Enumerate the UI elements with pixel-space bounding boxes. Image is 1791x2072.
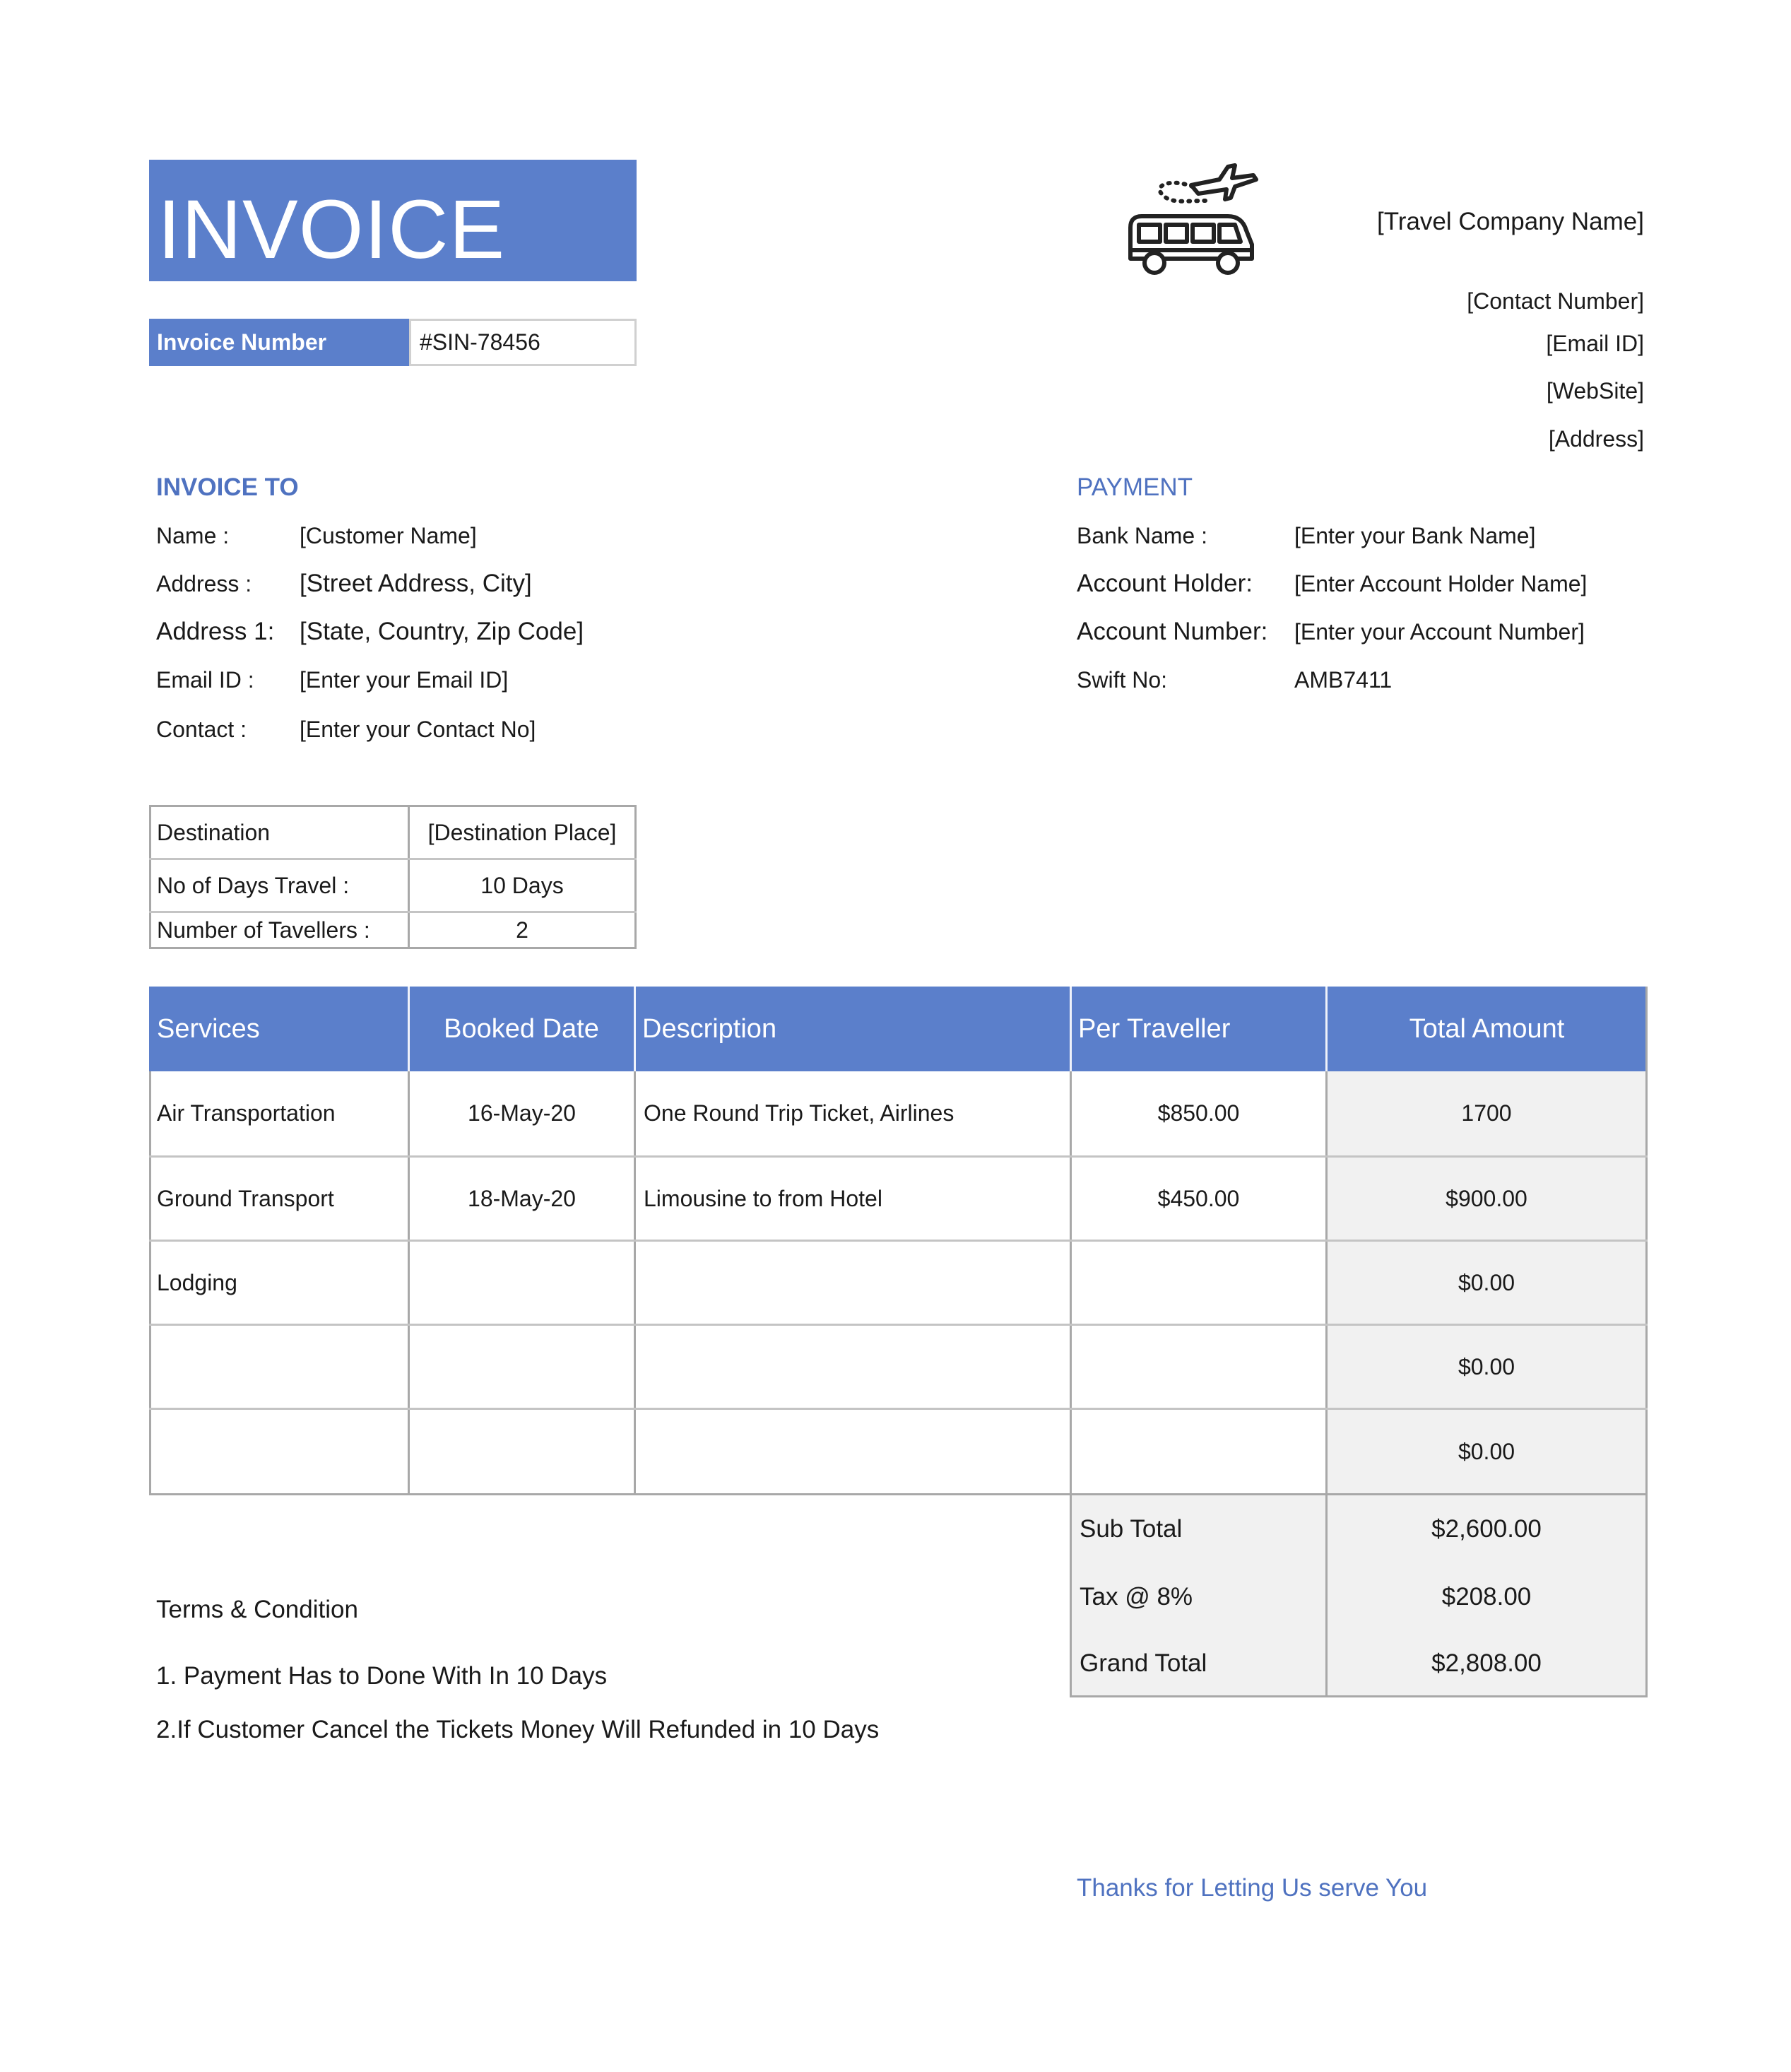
table-row-1-date[interactable]: 16-May-20	[468, 1100, 576, 1126]
grand-total-label: Grand Total	[1080, 1649, 1207, 1677]
col-total-amount: Total Amount	[1326, 987, 1648, 1071]
col-description: Description	[634, 987, 1070, 1071]
account-holder-value[interactable]: [Enter Account Holder Name]	[1294, 571, 1588, 596]
table-row-5-per-traveller[interactable]	[1072, 1410, 1325, 1493]
customer-name-value[interactable]: [Customer Name]	[300, 523, 477, 548]
customer-address1-value[interactable]: [State, Country, Zip Code]	[300, 618, 584, 645]
table-row-3-total: $0.00	[1458, 1269, 1515, 1295]
account-number-value[interactable]: [Enter your Account Number]	[1294, 619, 1585, 644]
company-name: [Travel Company Name]	[1377, 208, 1644, 235]
customer-address-label: Address :	[156, 571, 252, 596]
terms-item-2: 2.If Customer Cancel the Tickets Money Will Refunded in 10 Days	[156, 1716, 880, 1743]
table-row-4-description[interactable]	[636, 1326, 1070, 1408]
terms-heading: Terms & Condition	[156, 1596, 358, 1623]
table-row-2-description[interactable]: Limousine to from Hotel	[644, 1185, 882, 1211]
table-row-1-per-traveller[interactable]: $850.00	[1157, 1100, 1240, 1126]
table-row-1-total: 1700	[1461, 1100, 1512, 1126]
table-row-3-per-traveller[interactable]	[1072, 1242, 1325, 1324]
account-holder-label: Account Holder:	[1077, 570, 1253, 597]
invoice-title: INVOICE	[158, 183, 506, 276]
table-row-4-per-traveller[interactable]	[1072, 1326, 1325, 1408]
bank-name-value[interactable]: [Enter your Bank Name]	[1294, 523, 1536, 548]
bus-airplane-icon	[1122, 157, 1260, 280]
table-row-5-date[interactable]	[410, 1410, 634, 1493]
grid-line	[1645, 987, 1648, 1697]
grid-line	[1070, 1695, 1648, 1697]
table-row-4-date[interactable]	[410, 1326, 634, 1408]
grand-total-value: $2,808.00	[1431, 1649, 1542, 1677]
table-row-3-date[interactable]	[410, 1242, 634, 1324]
days-travel-value[interactable]: 10 Days	[480, 872, 564, 898]
account-number-label: Account Number:	[1077, 618, 1268, 645]
company-contact: [Contact Number]	[1467, 288, 1644, 314]
travellers-label: Number of Tavellers :	[157, 917, 370, 943]
customer-address-value[interactable]: [Street Address, City]	[300, 570, 532, 597]
bank-name-label: Bank Name :	[1077, 523, 1207, 548]
header-divider	[1325, 987, 1328, 1071]
invoice-number-label: Invoice Number	[149, 319, 409, 366]
table-row-5-description[interactable]	[636, 1410, 1070, 1493]
col-services: Services	[149, 987, 408, 1071]
invoice-to-heading: INVOICE TO	[156, 473, 299, 501]
table-row-1-service[interactable]: Air Transportation	[157, 1100, 336, 1126]
swift-label: Swift No:	[1077, 667, 1168, 693]
header-divider	[1070, 987, 1072, 1071]
customer-contact-label: Contact :	[156, 717, 247, 742]
table-row-2-service[interactable]: Ground Transport	[157, 1185, 334, 1211]
tax-value: $208.00	[1441, 1583, 1532, 1611]
invoice-number-field[interactable]: #SIN-78456	[409, 319, 637, 366]
company-address: [Address]	[1548, 426, 1644, 452]
table-row-3-service[interactable]: Lodging	[157, 1269, 237, 1295]
table-row-4-total: $0.00	[1458, 1353, 1515, 1379]
subtotal-label: Sub Total	[1080, 1515, 1183, 1543]
table-row-2-total: $900.00	[1446, 1185, 1527, 1211]
destination-label: Destination	[157, 819, 271, 845]
customer-contact-value[interactable]: [Enter your Contact No]	[300, 717, 536, 742]
tax-label: Tax @ 8%	[1080, 1583, 1193, 1611]
terms-item-1: 1. Payment Has to Done With In 10 Days	[156, 1662, 608, 1690]
swift-value[interactable]: AMB7411	[1294, 667, 1393, 693]
customer-email-label: Email ID :	[156, 667, 254, 693]
header-divider	[408, 987, 410, 1071]
destination-value[interactable]: [Destination Place]	[427, 819, 617, 845]
customer-address1-label: Address 1:	[156, 618, 275, 645]
col-per-traveller: Per Traveller	[1070, 987, 1326, 1071]
header-divider	[634, 987, 636, 1071]
table-row-2-per-traveller[interactable]: $450.00	[1157, 1185, 1240, 1211]
table-row-5-total: $0.00	[1458, 1438, 1515, 1464]
subtotal-value: $2,600.00	[1431, 1515, 1542, 1543]
company-email: [Email ID]	[1546, 331, 1644, 356]
travellers-value[interactable]: 2	[516, 917, 528, 943]
col-booked-date: Booked Date	[408, 987, 634, 1071]
customer-name-label: Name :	[156, 523, 230, 548]
table-row-3-description[interactable]	[636, 1242, 1070, 1324]
table-row-2-date[interactable]: 18-May-20	[468, 1185, 576, 1211]
customer-email-value[interactable]: [Enter your Email ID]	[300, 667, 509, 693]
table-row-1-description[interactable]: One Round Trip Ticket, Airlines	[644, 1100, 954, 1126]
days-travel-label: No of Days Travel :	[157, 872, 350, 898]
table-row-4-service[interactable]	[149, 1326, 408, 1408]
invoice-title-banner	[149, 160, 637, 281]
payment-heading: PAYMENT	[1077, 473, 1193, 501]
company-website: [WebSite]	[1546, 378, 1644, 404]
table-row-5-service[interactable]	[149, 1410, 408, 1493]
thanks-message: Thanks for Letting Us serve You	[1077, 1874, 1428, 1902]
